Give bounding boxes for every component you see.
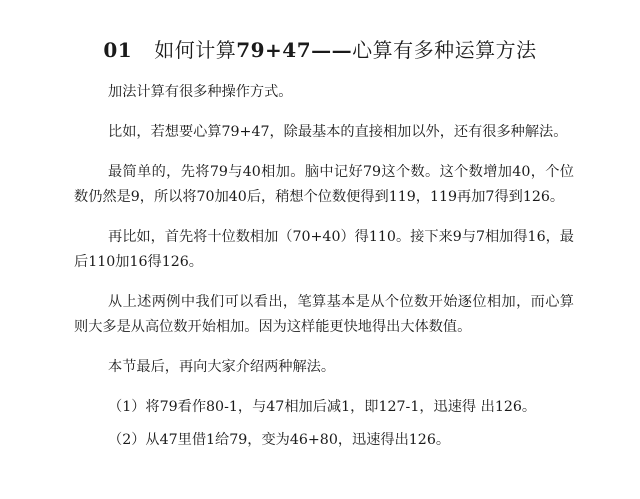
section-number: 01 [103,38,133,62]
paragraph-simplest-method: 最简单的，先将79与40相加。脑中记好79这个数。这个数增加40，个位数仍然是9，所以将70加40后，稍想个位数便得到119，119再加7得到126。 [74,164,574,205]
paragraph-method-1: （1）将79看作80-1，与47相加后减1，即127-1，迅速得 出126。 [108,399,537,415]
paragraph-tens-first-method: 再比如，首先将十位数相加（70+40）得110。接下来9与7相加得16，最后110加16得126。 [74,229,574,270]
heading-prefix: 如何计算 [154,38,237,62]
paragraph-conclusion: 从上述两例中我们可以看出，笔算基本是从个位数开始逐位相加，而心算则大多是从高位数开始相加。因为这样能更快地得出大体数值。 [74,294,574,335]
section-heading [154,38,536,62]
body-text [74,80,574,453]
heading-suffix: 心算有多种运算方法 [352,38,537,62]
paragraph-example-1: 比如，若想要心算79+47，除最基本的直接相加以外，还有很多种解法。 [108,124,568,140]
paragraph-method-2: （2）从47里借1给79，变为46+80，迅速得出126。 [108,432,451,448]
paragraph-section-end: 本节最后，再向大家介绍两种解法。 [108,359,336,375]
section-title [0,34,640,63]
paragraph-intro: 加法计算有很多种操作方式。 [108,84,293,100]
heading-expression: 79+47—— [236,38,353,62]
